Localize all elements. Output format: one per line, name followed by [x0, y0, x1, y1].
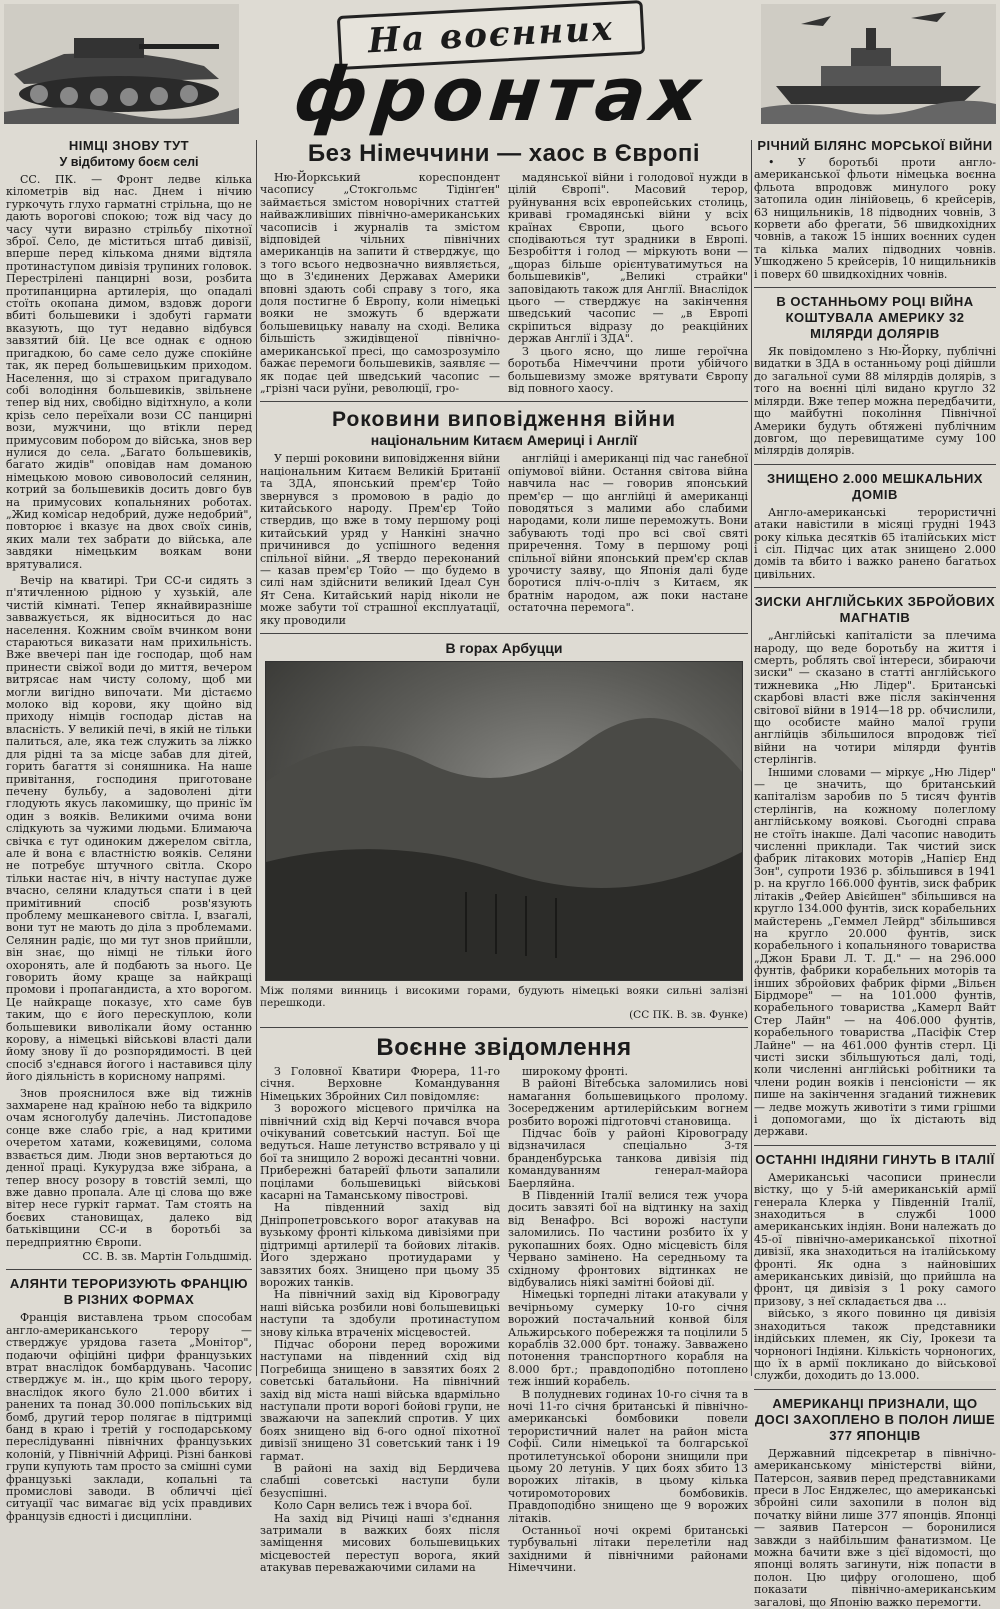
article-paragraph: англійці і американці під час ганебної опіумової війни. Остання світова війна навчила нас — говорив японський прем'єр — що англійці й американці поводяться з малими або слабими народами, коли лише переможуть. Вони забувають тоді про всі свої святі приречення. Тому в першому році спільної війни японський прем'єр склав урочисту заяву, що Японія далі буде боротися пліч-о-пліч з Китаєм, як братнім народом, аж поки настане остаточна перемога". — [508, 452, 748, 615]
article-paragraph: Підчас боїв у районі Кіровограду відзначилася спеціально 3-тя бранденбурська танкова дивізія під командуванням генерал-майора Баерляйна. — [508, 1127, 748, 1190]
column-divider — [751, 140, 752, 1376]
article-headline: Воєнне звідомлення — [376, 1034, 632, 1061]
article-headline: РІЧНИЙ БІЛЯНС МОРСЬКОЇ ВІЙНИ — [757, 138, 993, 153]
photo-credit: (СС ПК. В. зв. Функе) — [629, 1009, 748, 1021]
article-subheadline: У відбитому боєм селі — [59, 155, 199, 169]
article-headline: НІМЦІ ЗНОВУ ТУТ — [68, 138, 190, 153]
article-paragraph: Підчас оборони перед ворожими наступами на південний схід від Погребища знищено в завзятих боях 2 советські батальйони. На північний захід від міста наші війська вдармільно наступали проти ворогі бойові групи, не зважаючи на запеклий спротив. У цих боях знищено від 6-ого одної піхотної дивізії знищено 31 советський танк і 19 гармат. — [260, 1337, 500, 1463]
article-headline: АЛЯНТИ ТЕРОРИЗУЮТЬ ФРАНЦІЮ В РІЗНИХ ФОРМАХ — [9, 1276, 249, 1308]
masthead-title: фронтах — [290, 52, 710, 138]
right-column — [754, 138, 996, 1609]
article-paragraph: В районі на захід від Бердичева слабші советські наступи були безуспішні. — [260, 1462, 500, 1500]
article-headline: АМЕРИКАНЦІ ПРИЗНАЛИ, ЩО ДОСІ ЗАХОПЛЕНО В ПОЛОН ЛИШЕ 377 ЯПОНЦІВ — [754, 1395, 996, 1443]
article-headline: В ОСТАННЬОМУ РОЦІ ВІЙНА КОШТУВАЛА АМЕРИКУ 32 МІЛЯРДИ ДОЛЯРІВ — [776, 294, 974, 342]
article-paragraph: Вечір на кватирі. Три СС-и сидять з п'ятичленною рідною у хузькій, але чистій кімнаті. Тепер якнайвиразніше завважується, як відноситься до нас населення. Кожним своїм вчинком вони стараються виказати нам прихильність. Вже ввечері пан іде господар, щоб нам принести свіжої води до миття, вечером витрясає нам чисту солому, щоб ми могли вигідно випочати. Ми дістаємо молоко від корови, яку щойно від приходу німців господар дістав на власність. У великій печі, в якій не тільки палиться, але, яка теж служить за ліжко для рідні та за місце забав для дітей, горить багаття зі соняшника. На наше привітання, господиня приготоване печену бульбу, а задоволені діти глодують якусь лакомишку, що приніс їм один з вояків. Великими очима вони слідкують за чужими людьми. Блимаюча свічка є тут одиноким джерелом світла, але й вона є властністю вояків. Селяни не потребує штучного світла. Скоро тільки настає ніч, в нічту наступає дуже вчасно, селяни кладуться спати і в цей примітивний спосіб розв'язують проблему мешканевого світла. І, взагалі, вони тут не мають до діла з проблемами. Селянин радіє, що ми тут знов прийшли, він знає, що німці не тільки його охоронять, але й подбають за нього. Це говорить йому краще за найкращі промови і пропагандиста, а хто ворогом. Це найкраще показує, хто саме був таким, що є його перескуплою, коли большевики виволікали йому останню корову, а німецькі військові власті дали йому знову її до розпорядимості. В цей спосіб з'єднався йогого і наставився цілу його діяльність в корисному напрямі. — [6, 574, 252, 1084]
article-paragraph: Американські часописи принесли вістку, що у 5-ій американській армії генерала Клерка у Південній Італії, знаходиться в службі 1000 американських індіян. Вони належать до 45-ої північно-американської піхотної дивізії, яка знаходиться на італійському фронті. Як одна з найновіших американських дивізій, що прийшла на фронт, ця дивізія з 1 року самого призову, з неї складається два ... — [754, 1170, 996, 1308]
article-subheadline: національним Китаєм Америці і Англії — [370, 432, 638, 449]
article-headline: Без Німеччини — хаос в Європі — [307, 140, 701, 167]
article-paragraph: В районі Вітебська заломились нові намагання большевицького пролому. Зосередженим артилерійським вогнем розбито ворожі підготовчі становища. — [508, 1077, 748, 1128]
article-paragraph: На північний захід від Кіровограду наші війська розбили нові большевицькі наступи та здобули протинаступом знову кілька втраченіх місцевостей. — [260, 1288, 500, 1339]
article-paragraph: З ворожого місцевого причілка на північний схід від Керчі почався вчора очікуваний советський наступ. Бої ще ведуться. Наше летунство встрявало у ці бої та знищило 2 ворожі десантні човни. Прибережні батарейї фльоти запалили поцілами большевицькі військові касарні на Таманському півострові. — [260, 1102, 500, 1203]
article-paragraph: Ню-Йоркський кореспондент часопису „Стокгольмс Тідінґен" займається змістом новорічних статтей найважливіших північно-американських часописів і журналів та змістом відповідей чільних північних американців на запити й стверджує, що з того всього недвозначно виявляється, що в З'єдинених Державах Америки вповні здають собі справу з того, яка доля постигне б Европу, коли німецькі вояки не зможуть б вдержати большевицьку навалу на сході. Велика більшість зжидівщеної північно-американської пресі, що самозрозуміло бажає перемоги большевиків, заявляє — як подає цей шведський часопис — „грізні часи руїни, революції, гро- — [260, 171, 500, 395]
article-paragraph: З цього ясно, що лише героїчна боротьба Німеччини проти убійчого большевизму зможе врятувати Європу від повного хаосу. — [508, 344, 748, 395]
article-paragraph: Франція виставлена трьом способам англо-американського терору — стверджує урядова газета „Монітор", подаючи офіційні цифри французьких втрат внаслідок бомбардувань. Часопис стверджує м. ін., що крім цього терору, внаслідок якого було 21.000 вбитих і ранених та понад 30.000 попільських від бомб, другий терор полягає в підтримці банд в краю і третій у господарському переслідуванні північних французьких колоній, у Північній Африці. Різні банкові групи купують там просто за смішні суми французькі заклади, копальні та промислові заводи. В обличчі цієї ситуації час вимагає від усіх правдивих французів єдності і дисципліни. — [6, 1311, 252, 1523]
article-headline: Роковини виповідження війни — [331, 408, 677, 432]
article-paragraph: Іншими словами — міркує „Ню Лідер" — це значить, що британський капіталізм заробив по 5 тисяч фунтів стерлінгів, на кожному полеглому англійському воякові. Сьогодні справа не стоїть інакше. Далі часопис наводить численні приклади. Так чистий зиск фабрик літакових моторів „Напієр Енд Зон", супроти 1936 р. збільшився в 1941 р. на кругло 166.000 фунтів, зиск фабрик літаків „Фейер Авієйшен" збільшився на кругло 134.000 фунтів, зиск корабельних майстерень „Геммел Лейрд" збільшився на кругло 20.000 фунтів, зиск корабельного і копальняного товариства „Джон Брави Л. Т. Д." — на 296.000 фунтів, фабрики корабельних моторів та інших збройових фабрик фірми „Вільєн Бірдморе" — на 101.000 фунтів, корабельного товариства „Камерл Вайт Стер Лайн" — на 406.000 фунтів, корабельного товариства „Пасіфік Стер Лайне" — на 461.000 фунтів стерл. Ці чисті зиски збільшуються далі, тоді, коли численні англійські робітники та члени родин вояків і пенсіоністи — як пише на закінчення згаданий тижневик — ледве можуть животіти з тими грішми і допомогами, що їх дістають від держави. — [754, 765, 996, 1139]
article-paragraph: Англо-американські терористичні атаки навістили в місяці грудні 1943 року кілька десятків 65 італійських міст і сіл. Підчас цих атак знищено 2.000 домів та вбито і важко ранено багатьох цивільних. — [754, 505, 996, 581]
article-paragraph: Коло Сарн велись теж і вчора бої. — [274, 1499, 473, 1513]
article-headline: ЗИСКИ АНГЛІЙСЬКИХ ЗБРОЙОВИХ МАГНАТІВ — [754, 594, 996, 626]
article-paragraph: „Англійські капіталісти за плечима народу, що веде боротьбу на життя і смерть, роблять свої інтереси, збираючи зиски" — сказано в статті англійського тижневика „Ню Лідер". Британські скарбові власті вже після закінчення світової війни в 1914—18 рр. обчислили, що особисте майно малої групи англійців збільшилося впродовж тієї війни на чотири мілярди фунтів стерлінгів. — [754, 629, 996, 767]
article-paragraph: Державний підсекретар в північно-американському міністерстві війни, Патерсон, заявив перед представниками преси в Лос Енджелес, що американські збройні сили захопили в полон від початку війни лише 377 японців. Японці — заявив Патерсон — боронилися завжди з найбільшим фанатизмом. Це можна бачити вже з цієї відомості, що японці волять загинути, ніж попасти в полон. Цю цифру оголошено, щоб показати північно-американським загалові, що Японію важко перемогти. — [754, 1446, 996, 1609]
article-paragraph: Останньої ночі окремі британські турбувальні літаки перелетіли над західними й північними районами Німеччини. — [508, 1524, 748, 1575]
article-paragraph: Німецькі торпедні літаки атакували у вечірньому сумерку 10-го січня ворожий постачальний конвой біля Альжирського побережжя та поцілили 5 кораблів 32.000 брт. тонажу. Завважено потонення транспортного корабля на 8.000 брт.; правдоподібно потоплено теж інший корабель. — [508, 1288, 748, 1389]
warship-illustration — [761, 4, 996, 124]
left-column — [6, 138, 252, 1523]
center-column — [260, 140, 749, 1575]
article-paragraph: У перші роковини виповідження війни національним Китаєм Великій Британії та ЗДА, японський прем'єр Тойо звернувся з промовою в радіо до китайського народу. Прем'єр Тойо ствердив, що вже в тому першому році китайський уряд у Нанкіні значно причинився до успішного ведення спільної війни. „Я твердо переконаний — казав прем'єр Тойо — що будемо в силі нам здійснити великий Ідеал Сун Ят Сена. Китайський нарід ніколи не може забути тої страшної експлуатації, яку проводили — [260, 452, 500, 627]
photo-headline: В горах Арбуцци — [445, 640, 563, 656]
tank-illustration — [4, 4, 239, 124]
article-paragraph: В Південній Італії велися теж учора досить завзяті бої на відтинку на захід від Венафро. Всі ворожі наступи заломились. По частини розбито їх у рукопашних боях. Одно місцевість біля Червано замінено. На середньому та східному фронтових відтинках не відбувались ніякі замітні бойові дії. — [508, 1189, 748, 1289]
article-headline: ЗНИЩЕНО 2.000 МЕШКАЛЬНИХ ДОМІВ — [767, 470, 983, 502]
article-paragraph: На південний захід від Дніпропетровського ворог атакував на вузькому фронті кількома дивізіями при підтримці артилерії та бойових літаків. Його здержано протиударами у завзятих боях. Знищено при цьому 35 ворожих танків. — [260, 1201, 500, 1289]
article-paragraph: На захід від Річиці наші з'єднання затримали в важких боях після заміщення мисових большевицьких місцевостей переступ ворога, який атакував переважаючими силами на — [260, 1511, 500, 1575]
article-signature: СС. В. зв. Мартін Гольдшмід. — [82, 1249, 252, 1263]
article-paragraph: В полудневих годинах 10-го січня та в ночі 11-го січня британські й північно-американські бомбовики повели терористичний налет на район міста Софії. Сили німецької та болгарської протилетунської оборони знищили при цьому 20 летунів. У цих боях збито 13 ворожих літаків, в цьому кілька чотиромоторових бомбовиків. Правдоподібно знищено ще 9 ворожих літаків. — [508, 1387, 748, 1525]
photo-caption-text: Між полями винниць і високими горами, будують німецькі вояки сильні залізні перешкоди. — [260, 985, 748, 1009]
photo-caption — [260, 985, 748, 1021]
article-paragraph: мадянської війни і голодової нужди в цілій Європі". Масовий терор, руйнування всіх европейських столиць, криваві громадянські війни у всіх країнах Європи, цього всього сподіваються тут зрадники в Европі. Безробіття і голод — міркують вони — „щораз більше орієнтуватимуться на большевиків", „Великі страйки" заповідають також для Англії. Внаслідок цього — стверджує на закінчення шведський часопис — „в Европі скріпиться відразу до реакційних держав Англії і ЗДА". — [508, 171, 749, 346]
article-paragraph: • У боротьбі проти англо-американської фльоти німецька воєнна фльота впродовж минулого року затопила один лінійовець, 6 крейсерів, 63 нищильників, 18 підводних човнів, 3 корвети або фрегати, 56 швидкохідних човнів, а також 15 інших воєнних суден та кілька малих підводних човнів. Ушкоджено 5 крейсерів, 10 нищильників і поверх 60 швидкохідних човнів. — [754, 156, 996, 281]
masthead — [0, 0, 1000, 140]
article-paragraph: Як повідомлено з Ню-Йорку, публічні видатки в ЗДА в останньому році дійшли до загальної суми 88 мілярдів долярів, з того на воєнні цілі видано кругло 32 мілярди. Вже тепер можна передбачити, що майбутні покоління Північної Америки будуть обтяжені публічним довгом, що перевищатиме суму 100 мілярдів долярів. — [754, 345, 996, 458]
article-paragraph: З Головної Кватири Фюрера, 11-го січня. Верховне Командування Німецьких Збройних Сил повідомляє: — [260, 1065, 500, 1103]
article-paragraph: військо, з якого повинно ця дивізія знаходиться також представники індійських племен, як Сіу, Ірокези та чорноногі Індіяни. Кількість чорноногих, що їх в армії покликано до військової служби, доходить до 13.000. — [754, 1307, 996, 1383]
mountain-vineyard-photo — [265, 661, 743, 981]
article-paragraph: Знов прояснилося вже від тижнів захмарене над країною небо та відкрило очам ясноголубу далечінь. Листопадове сонце вже слабо гріє, а над критими очеретом хатами, кожевицями, солома взвається дим. Люди знов вертаються до денної праці. Кукурудза вже зібрана, а тепер вносу розору в товстій землі, що вже давно пропала. Але ці слова що вже вітер несе гуркіт гармат. Там стоять на боєвих становищах, далеко від батьківщини СС-и в боротьбі за передприятню Європи. — [6, 1086, 252, 1249]
column-divider — [256, 140, 257, 1376]
article-paragraph: широкому фронті. — [522, 1065, 628, 1078]
masthead-ribbon: На воєнних — [337, 0, 645, 70]
article-headline: ОСТАННІ ІНДІЯНИ ГИНУТЬ В ІТАЛІЇ — [755, 1151, 995, 1167]
article-paragraph: СС. ПК. — Фронт ледве кілька кілометрів від нас. Днем і нічию гуркочуть глухо гарматні стрільна, що не дають ворогові спокою; тож від часу до часу чути виразно стрільбу піхотної зброї. Село, де міститься штаб дивізії, вперше перед кількома днями відтяла протинаступом дивізія трупиних головок. Перестрілені панцирні вози, розбита протипанцирна артилерія, що опадалі стоїть окопана димом, вздовж дороги вбиті большевики і здобуті гармати вказують, що тут недавно відбувся завзятий бій. Це все однак є одною пригадкою, бо саме село дуже спокійне так, як перед большевицьким приходом. Населення, що зі страхом пригадувало собі володіння большевиків, звільнене тепер від них, свобідно відітхнуло, а коли крізь село переїхали вози СС панцирні вози, мужчини, що втікли перед примусовим побором до війська, знов вер нулися до села. „Багато большевиків, багато жидів" оповідав нам доманою німецькою мовою сивоволосий селянин, котрий за большевиків досить довго був на примусових копальняних роботах. „Жид комісар недобрий, дуже недобрий", повторює і вказує на двох своїх синів, яких мали тех забрати до війська, але завдяки німецьким воякам вони врятувалися. — [6, 173, 252, 571]
